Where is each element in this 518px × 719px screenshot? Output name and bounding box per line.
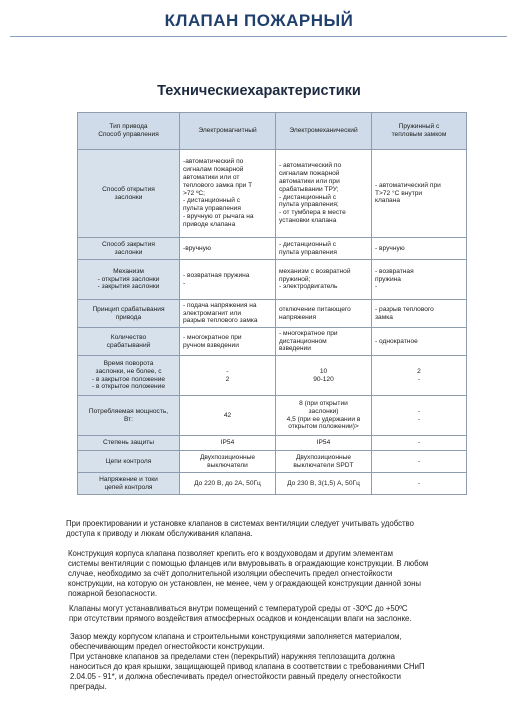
row-label-text: Способ открытия xyxy=(102,185,155,193)
row-label xyxy=(78,328,180,356)
cell-text: 2 xyxy=(225,375,230,383)
cell-text: выключатели SPDT xyxy=(293,461,354,469)
row-label xyxy=(78,300,180,328)
row-label xyxy=(78,451,180,473)
paragraph-line: При проектировании и установке клапанов в системах вентиляции следует учитывать удобство xyxy=(66,519,414,528)
cell-text: - автоматический по xyxy=(279,162,342,170)
row-label xyxy=(78,150,180,238)
cell-text: - xyxy=(417,415,421,423)
paragraph-line: Зазор между корпусом клапана и строительными конструкциями заполняется материалом, xyxy=(70,632,402,641)
table-cell xyxy=(180,150,276,238)
page-title: КЛАПАН ПОЖАРНЫЙ xyxy=(164,11,354,30)
table-cell xyxy=(276,260,372,300)
cell-text: - электродвигатель xyxy=(279,283,338,291)
cell-text: сигналам пожарной xyxy=(279,170,340,178)
cell-text: - дистанционный с xyxy=(183,197,241,205)
table-row xyxy=(78,260,467,300)
row-label-text: привода xyxy=(115,313,142,321)
cell-text: - многократное при xyxy=(183,333,242,341)
header-drive-type xyxy=(78,113,180,150)
table-cell xyxy=(372,436,467,451)
table-row xyxy=(78,451,467,473)
table-cell xyxy=(276,238,372,260)
row-label-text: Степень защиты xyxy=(102,439,155,447)
cell-text: заслонки) xyxy=(308,407,339,415)
table-cell xyxy=(372,396,467,436)
table-cell xyxy=(180,451,276,473)
row-label-text: - открытия заслонки xyxy=(97,275,160,283)
cell-text: электромагнит или xyxy=(183,309,242,317)
cell-text: IP54 xyxy=(316,439,331,447)
cell-text: механизм с возвратной xyxy=(279,267,351,275)
row-label-text: Способ закрытия xyxy=(102,240,155,248)
paragraph-line: При установке клапанов за пределами стен (перекрытий) наружняя теплозащита должна xyxy=(70,652,396,661)
header-text: Электромеханический xyxy=(289,127,358,135)
table-cell xyxy=(372,150,467,238)
paragraph xyxy=(68,549,498,599)
table-cell xyxy=(372,328,467,356)
table-cell xyxy=(372,451,467,473)
title-divider xyxy=(10,36,507,37)
cell-text: - xyxy=(417,479,421,487)
table-cell xyxy=(276,300,372,328)
cell-text: выключатели xyxy=(207,461,248,469)
header-text: Пружинный с xyxy=(398,123,440,131)
table-row xyxy=(78,150,467,238)
paragraph-line: случае, необходимо за счёт дополнительной изоляции обеспечить предел огнестойкости xyxy=(68,569,393,578)
cell-text: автоматики или при xyxy=(279,177,340,185)
header-column xyxy=(180,113,276,150)
cell-text: теплового замка при Т xyxy=(183,181,253,189)
row-label xyxy=(78,473,180,495)
cell-text: разрыв теплового замка xyxy=(183,317,258,325)
table-cell xyxy=(180,396,276,436)
cell-text: 10 xyxy=(319,367,328,375)
paragraph-line: конструкции, на которую он установлен, не менее, чем у ограждающей конструкции данной зоны xyxy=(68,579,421,588)
table-cell xyxy=(372,238,467,260)
table-row xyxy=(78,238,467,260)
row-label-text: срабатываний xyxy=(106,341,151,349)
row-label-text: - в открытое положение xyxy=(92,383,165,391)
paragraph-line: пожарной безопасности. xyxy=(68,589,157,598)
cell-text: IP54 xyxy=(220,439,235,447)
row-label-text: Количество xyxy=(110,333,147,341)
cell-text: - дистанционный с xyxy=(279,240,337,248)
paragraph-line: Клапаны могут устанавливаться внутри помещений с температурой среды от -30ºC до +50ºC xyxy=(69,604,408,613)
row-label xyxy=(78,238,180,260)
cell-text: замка xyxy=(375,313,393,321)
cell-text: 4,5 (при ее удержании в xyxy=(286,415,361,423)
cell-text: пружиной; xyxy=(279,275,311,283)
row-label-text: - в закрытое положение xyxy=(91,375,166,383)
paragraph-line: системы вентиляции с помощью фланцев или вмуровывать в ограждающие конструкции. В любом xyxy=(68,559,429,568)
cell-text: 90-120 xyxy=(313,375,334,383)
header-text: Тип привода xyxy=(109,123,148,131)
cell-text: взведении xyxy=(279,345,311,353)
row-label-text: заслонки xyxy=(114,193,143,201)
table-cell xyxy=(276,473,372,495)
table-cell xyxy=(276,356,372,396)
paragraph-line: доступа к приводу и люкам обслуживания клапана. xyxy=(66,529,253,538)
cell-text: - вручную xyxy=(375,244,405,252)
paragraph-line: при отсутствии прямого воздействия атмосферных осадков и конденсации влаги на заслонке. xyxy=(69,614,412,623)
row-label-text: цепей контроля xyxy=(104,483,153,491)
header-column xyxy=(372,113,467,150)
row-label-text: Механизм xyxy=(113,267,144,275)
cell-text: Двухпозиционные xyxy=(199,453,256,461)
paragraph-line: преграды. xyxy=(70,682,107,691)
cell-text: дистанционном xyxy=(279,337,327,345)
paragraph-line: 2.04.05 - 91*, и должна обеспечивать предел огнестойкости равный пределу огнестойкости xyxy=(70,672,402,681)
cell-text: напряжения xyxy=(279,313,317,321)
table-row xyxy=(78,300,467,328)
table-row xyxy=(78,328,467,356)
table-cell xyxy=(372,260,467,300)
row-label xyxy=(78,436,180,451)
table-row xyxy=(78,473,467,495)
cell-text: сигналам пожарной xyxy=(183,166,244,174)
cell-text: >72 ºC; xyxy=(183,189,206,197)
row-label-text: Напряжение и токи xyxy=(99,475,158,483)
cell-text: - возвратная xyxy=(375,267,414,275)
cell-text: - xyxy=(417,457,421,465)
cell-text: - разрыв теплового xyxy=(375,305,434,313)
cell-text: Двухпозиционные xyxy=(295,453,352,461)
cell-text: пульта управления; xyxy=(279,201,339,209)
cell-text: - многократное при xyxy=(279,329,338,337)
cell-text: - xyxy=(417,375,421,383)
cell-text: До 230 В, 3(1,5) А, 50Гц xyxy=(287,479,360,487)
header-text: Способ управления xyxy=(98,131,159,138)
cell-text: T>72 °C внутри xyxy=(375,189,423,197)
row-label-text: Время поворота xyxy=(103,359,154,367)
table-row xyxy=(78,356,467,396)
table-cell xyxy=(276,436,372,451)
row-label-text: заслонки, не более, с xyxy=(95,367,162,375)
cell-text: До 220 В, до 2А, 50Гц xyxy=(194,479,261,487)
row-label-text: Цепи контроля xyxy=(105,457,152,465)
row-label xyxy=(78,396,180,436)
row-label xyxy=(78,260,180,300)
cell-text: - от тумблера в месте xyxy=(279,209,346,217)
cell-text: - xyxy=(226,367,229,375)
table-cell xyxy=(180,328,276,356)
row-label-text: Принцип срабатывания xyxy=(92,305,165,313)
cell-text: -вручную xyxy=(183,244,211,252)
paragraph xyxy=(70,632,500,692)
cell-text: - xyxy=(417,407,421,415)
table-cell xyxy=(276,150,372,238)
section-title: Техническиехарактеристики xyxy=(157,83,361,99)
row-label xyxy=(78,356,180,396)
cell-text: - вручную от рычага на xyxy=(183,212,254,220)
row-label-text: заслонки xyxy=(114,248,143,256)
cell-text: ручном взведении xyxy=(183,341,239,349)
paragraph-line: обеспечивающим предел огнестойкости конструкции. xyxy=(70,642,265,651)
table-cell xyxy=(180,260,276,300)
specs-table xyxy=(77,112,467,495)
table-cell xyxy=(372,473,467,495)
paragraph-line: наноситься до края крышки, защищающей привод клапана в соответствии с требованиями СНиП xyxy=(70,662,425,671)
cell-text: - возвратная пружина xyxy=(183,271,250,279)
paragraph-line: Конструкция корпуса клапана позволяет крепить его к воздуховодам и другим элементам xyxy=(68,549,393,558)
cell-text: открытом положении)> xyxy=(288,423,359,431)
row-label-text: - закрытия заслонки xyxy=(97,283,160,291)
table-cell xyxy=(372,300,467,328)
table-cell xyxy=(180,238,276,260)
paragraph xyxy=(69,604,499,624)
row-label-text: Вт: xyxy=(123,415,134,423)
table-cell xyxy=(180,300,276,328)
cell-text: - автоматический при xyxy=(375,181,441,189)
cell-text: пульта управления xyxy=(279,248,337,256)
cell-text: клапана xyxy=(375,197,401,205)
table-cell xyxy=(276,328,372,356)
header-text: тепловым замком xyxy=(391,131,447,138)
table-cell xyxy=(180,473,276,495)
table-cell xyxy=(180,436,276,451)
table-cell xyxy=(276,396,372,436)
cell-text: - подача напряжения на xyxy=(183,301,257,309)
table-header-row xyxy=(78,113,467,150)
cell-text: - дистанционный с xyxy=(279,193,337,201)
cell-text: приводе клапана xyxy=(183,220,236,228)
table-row xyxy=(78,436,467,451)
cell-text: - xyxy=(375,283,378,291)
cell-text: пульта управления xyxy=(183,205,241,213)
cell-text: 8 (при открытии xyxy=(299,399,348,407)
cell-text: - xyxy=(183,279,186,287)
row-label-text: Потребляемая мощность, xyxy=(88,407,169,415)
cell-text: 2 xyxy=(417,367,421,375)
table-cell xyxy=(372,356,467,396)
table-cell xyxy=(276,451,372,473)
cell-text: -автоматический по xyxy=(183,158,244,166)
cell-text: срабатывании ТРУ; xyxy=(279,185,339,193)
cell-text: 42 xyxy=(223,411,232,419)
table-row xyxy=(78,396,467,436)
cell-text: автоматики или от xyxy=(183,174,240,181)
table-cell xyxy=(180,356,276,396)
header-column xyxy=(276,113,372,150)
cell-text: установки клапана xyxy=(279,216,337,224)
cell-text: - однократное xyxy=(375,337,418,345)
cell-text: - xyxy=(417,439,421,447)
cell-text: пружина xyxy=(375,275,401,283)
cell-text: отключение питающего xyxy=(279,305,351,313)
paragraph xyxy=(66,519,496,539)
header-text: Электромагнитный xyxy=(198,127,257,135)
